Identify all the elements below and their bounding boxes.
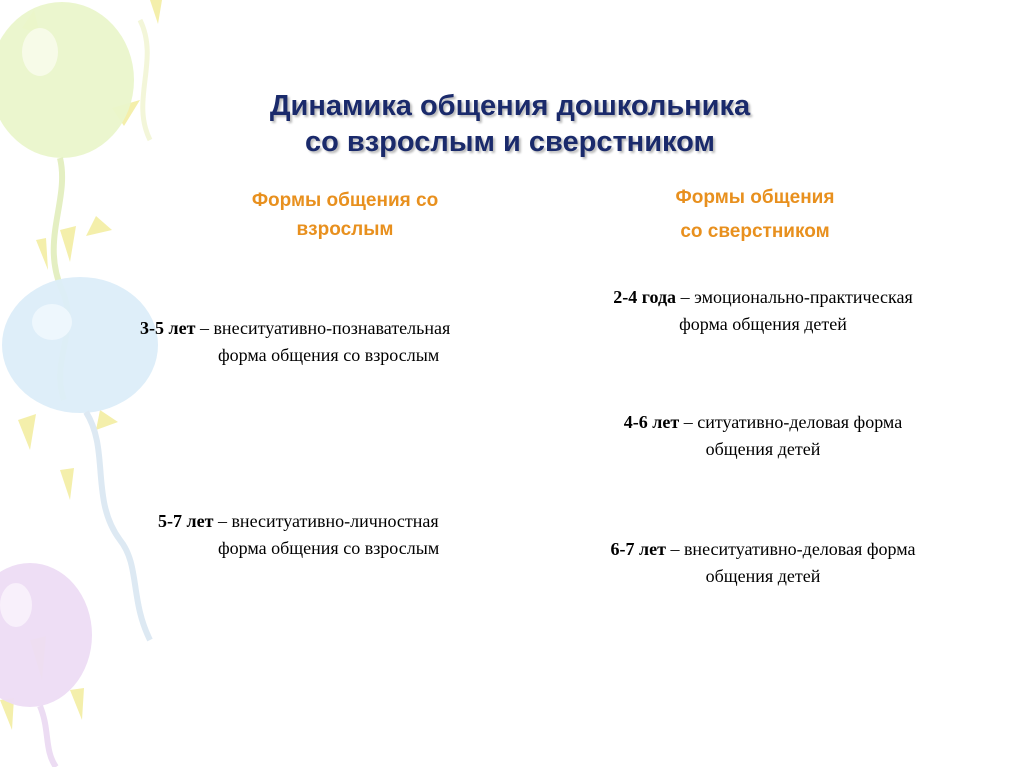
adult-entry bbox=[140, 315, 560, 369]
peer-heading-line-1: Формы общения bbox=[675, 187, 835, 208]
adult-entry-text-continued: форма общения со взрослым bbox=[218, 538, 440, 558]
peer-entry-text-continued: общения детей bbox=[705, 566, 821, 586]
peer-entry-text-continued: форма общения детей bbox=[679, 314, 847, 334]
peer-entry-text: – ситуативно-деловая форма bbox=[679, 412, 903, 432]
adult-heading-line-1: Формы общения со bbox=[251, 190, 439, 211]
peer-entry bbox=[548, 409, 978, 463]
peer-entry-age: 6-7 лет bbox=[610, 539, 666, 559]
peer-entry bbox=[548, 536, 978, 590]
peer-entry-text: – эмоционально-практическая bbox=[676, 287, 913, 307]
peer-entry-age: 2-4 года bbox=[613, 287, 677, 307]
peer-entry-age: 4-6 лет bbox=[623, 412, 680, 432]
adult-entry-text-continued: форма общения со взрослым bbox=[218, 345, 440, 365]
adult-entry-text: – внеситуативно-познавательная bbox=[195, 318, 451, 338]
adult-entry-text: – внеситуативно-личностная bbox=[213, 511, 439, 531]
slide-title-line-2: со взрослым и сверстником bbox=[305, 126, 715, 158]
peer-entry-text: – внеситуативно-деловая форма bbox=[665, 539, 916, 559]
peer-entry-text-continued: общения детей bbox=[705, 439, 821, 459]
peer-column-heading bbox=[600, 181, 910, 249]
adult-entry-age: 3-5 лет bbox=[140, 318, 196, 338]
adult-heading-line-2: взрослым bbox=[296, 219, 394, 240]
peer-entry bbox=[548, 284, 978, 338]
slide-title bbox=[180, 88, 840, 160]
slide-title-line-1: Динамика общения дошкольника bbox=[269, 90, 751, 122]
adult-column-heading bbox=[200, 186, 490, 244]
peer-heading-line-2: со сверстником bbox=[680, 221, 830, 242]
adult-entry-age: 5-7 лет bbox=[158, 511, 214, 531]
adult-entry bbox=[158, 508, 578, 562]
